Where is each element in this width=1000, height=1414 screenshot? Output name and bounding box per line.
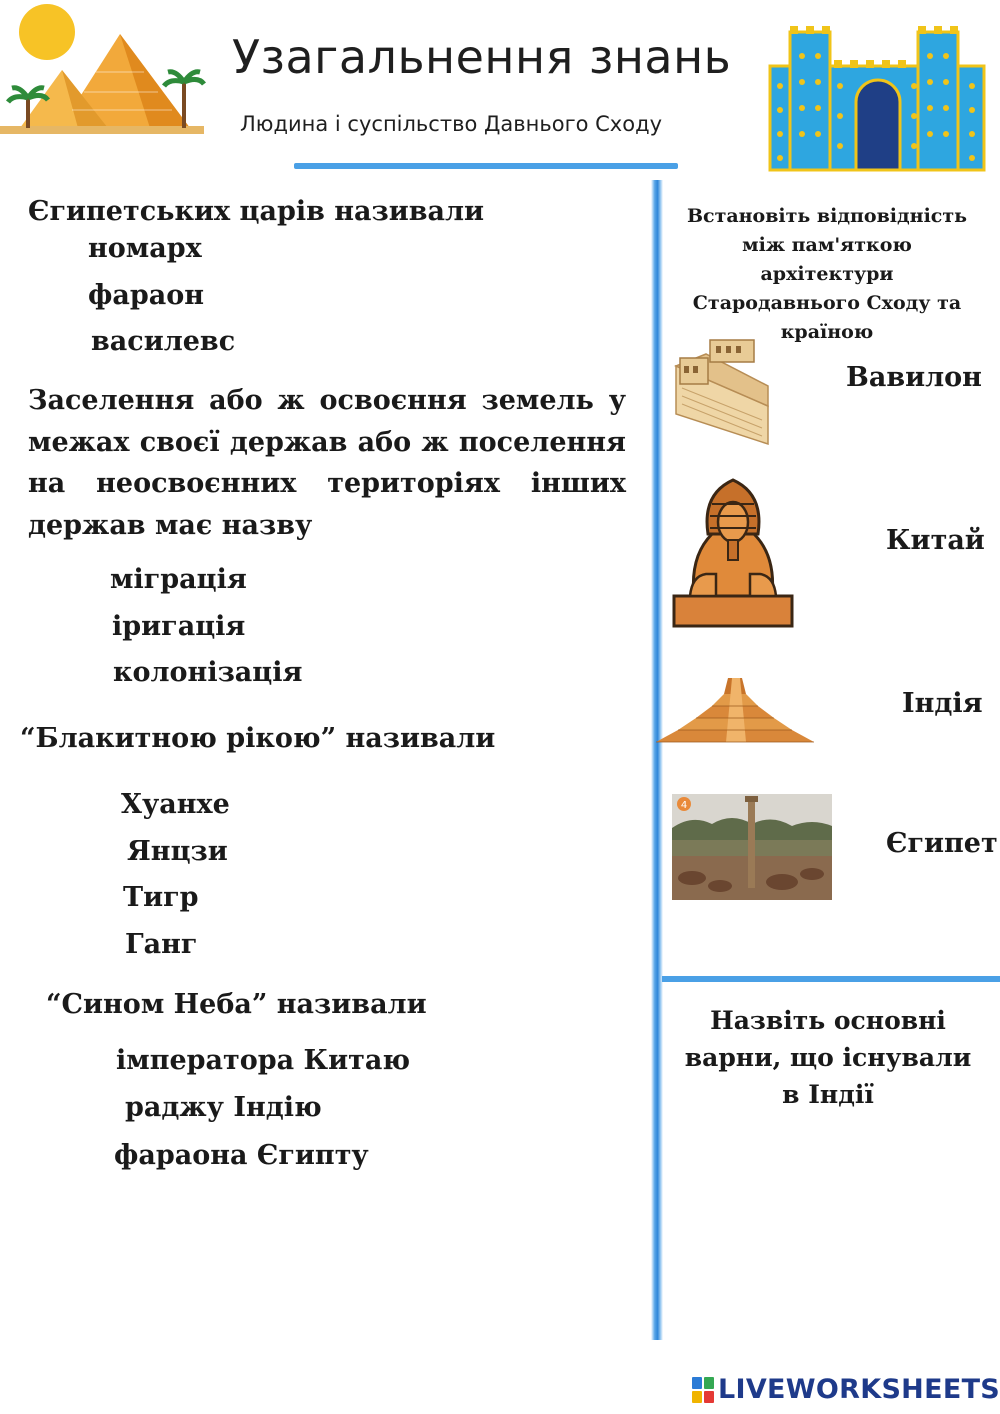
question-2-option-1[interactable]: міграція bbox=[110, 564, 247, 595]
question-4-option-3[interactable]: фараона Єгипту bbox=[114, 1140, 369, 1171]
country-label-4[interactable]: Єгипет bbox=[886, 828, 998, 859]
logo-mark-icon bbox=[692, 1377, 714, 1403]
ishtar-gate-illustration bbox=[768, 26, 988, 172]
country-label-2[interactable]: Китай bbox=[886, 525, 985, 556]
question-2-option-2[interactable]: іригація bbox=[112, 611, 246, 642]
page-title: Узагальнення знань bbox=[232, 30, 732, 84]
question-3-option-4[interactable]: Ганг bbox=[125, 929, 198, 960]
matching-instruction: Встановіть відповідність між пам'яткою архітектури Стародавнього Сходу та країною bbox=[686, 205, 968, 343]
logo-text: LIVEWORKSHEETS bbox=[718, 1374, 1000, 1405]
column-divider bbox=[651, 180, 663, 1340]
question-3-option-1[interactable]: Хуанхе bbox=[121, 789, 230, 820]
right-section-divider bbox=[662, 976, 1000, 982]
sphinx-image[interactable] bbox=[672, 474, 794, 630]
page-subtitle: Людина і суспільство Давнього Сходу bbox=[240, 112, 663, 136]
country-label-1[interactable]: Вавилон bbox=[846, 362, 982, 393]
question-1-option-1[interactable]: номарх bbox=[88, 233, 202, 264]
country-label-3[interactable]: Індія bbox=[902, 688, 983, 719]
pyramids-illustration bbox=[0, 0, 210, 140]
question-3-option-2[interactable]: Янцзи bbox=[127, 836, 228, 867]
question-4-prompt: “Сином Неба” називали bbox=[46, 989, 427, 1020]
question-3-prompt: “Блакитною рікою” називали bbox=[20, 723, 496, 754]
header-divider bbox=[294, 163, 678, 169]
question-4-option-1[interactable]: імператора Китаю bbox=[116, 1045, 411, 1076]
liveworksheets-logo[interactable] bbox=[692, 1374, 1000, 1405]
step-pyramid-image[interactable] bbox=[654, 672, 816, 746]
question-1-option-2[interactable]: фараон bbox=[88, 280, 204, 311]
question-3-option-3[interactable]: Тигр bbox=[123, 882, 199, 913]
svg-text:4: 4 bbox=[680, 800, 688, 811]
ashoka-pillar-photo[interactable] bbox=[672, 794, 832, 900]
varna-task-instruction: Назвіть основні варни, що існували в Індії bbox=[684, 1006, 972, 1109]
question-4-option-2[interactable]: раджу Індію bbox=[125, 1092, 322, 1123]
great-wall-image[interactable] bbox=[672, 336, 772, 446]
question-2-option-3[interactable]: колонізація bbox=[113, 657, 303, 688]
question-1-prompt: Єгипетських царів називали bbox=[28, 196, 485, 227]
question-2-prompt: Заселення або ж освоєння земель у межах своєї держав або ж поселення на неосвоєнних територіях інших держав має назву bbox=[28, 385, 626, 541]
question-1-option-3[interactable]: василевс bbox=[91, 326, 236, 357]
